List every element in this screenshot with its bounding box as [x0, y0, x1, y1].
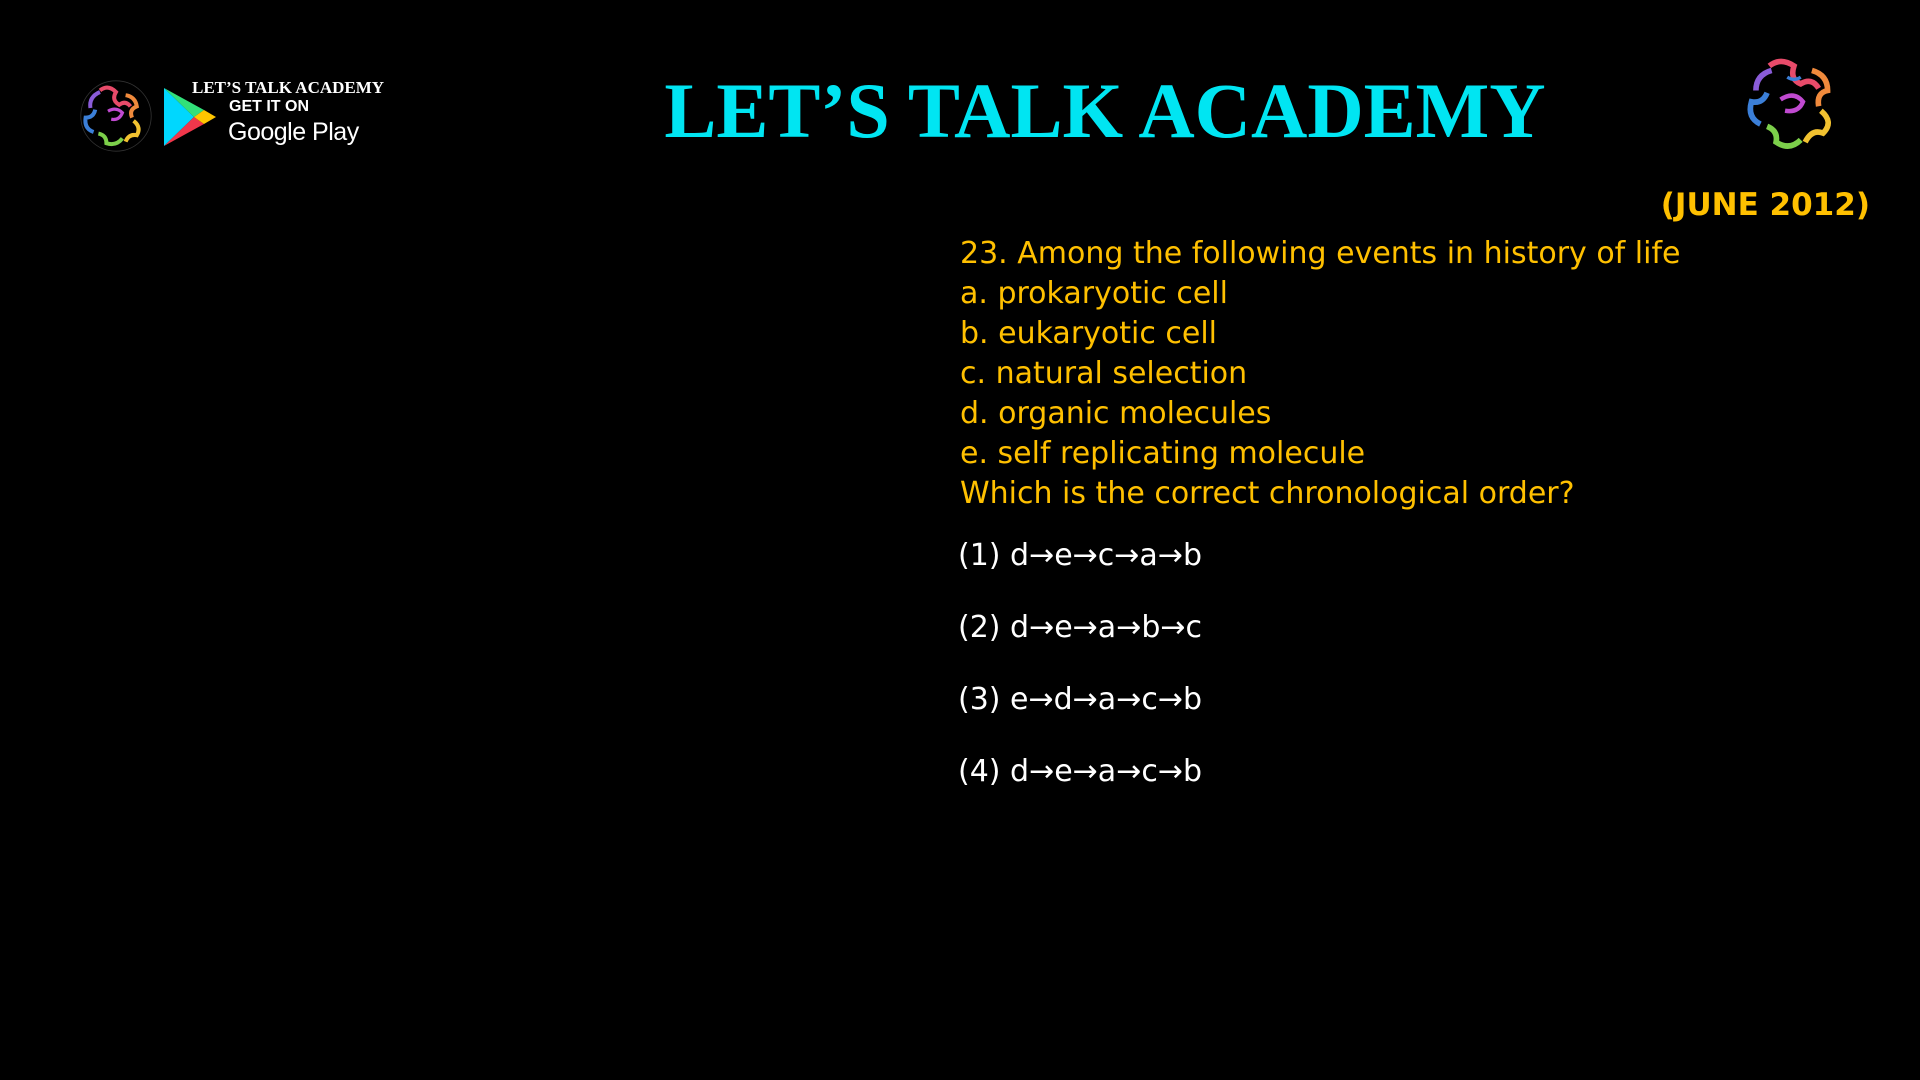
- question-stem: 23. Among the following events in history of life: [960, 236, 1681, 271]
- question-item: d. organic molecules: [960, 396, 1272, 431]
- question-prompt: Which is the correct chronological order?: [960, 476, 1575, 511]
- badge-get-it-on-label: GET IT ON: [229, 98, 309, 115]
- answer-options: [958, 532, 1202, 820]
- question-item: b. eukaryotic cell: [960, 316, 1218, 351]
- question-block: [960, 234, 1680, 514]
- answer-option-3[interactable]: (3) e→d→a→c→b: [958, 682, 1202, 717]
- page-title: LET’S TALK ACADEMY: [664, 67, 1546, 154]
- badge-academy-label: LET’S TALK ACADEMY: [192, 78, 385, 97]
- protein-structure-logo-icon: [1736, 48, 1852, 160]
- question-item: c. natural selection: [960, 356, 1248, 391]
- answer-option-2[interactable]: (2) d→e→a→b→c: [958, 610, 1202, 645]
- answer-option-4[interactable]: (4) d→e→a→c→b: [958, 754, 1202, 789]
- badge-store-name: Google Play: [228, 118, 359, 146]
- answer-option-1[interactable]: (1) d→e→c→a→b: [958, 538, 1202, 573]
- question-item: e. self replicating molecule: [960, 436, 1366, 471]
- exam-year-tag: (JUNE 2012): [1660, 187, 1870, 223]
- question-item: a. prokaryotic cell: [960, 276, 1228, 311]
